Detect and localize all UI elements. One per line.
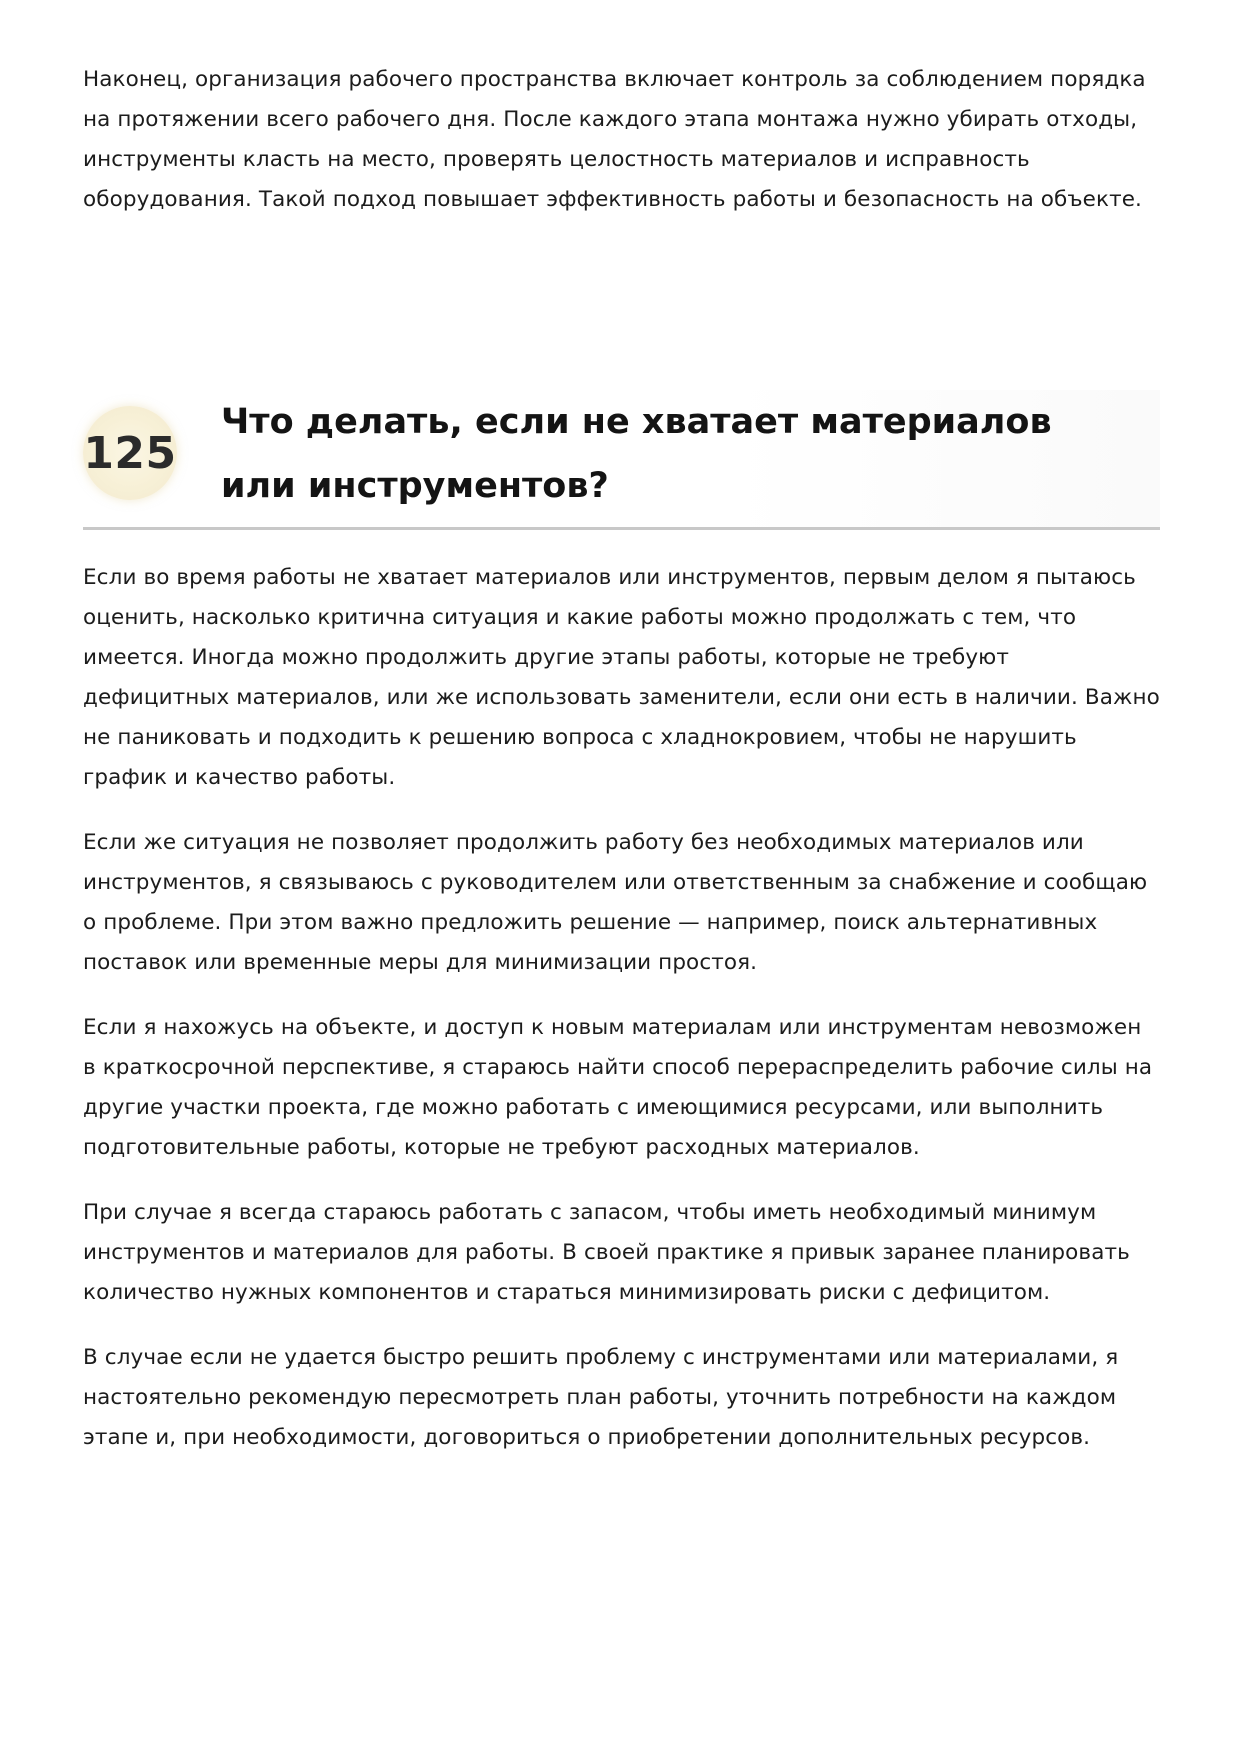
answer-paragraph: Если же ситуация не позволяет продолжить работу без необходимых материалов или инструментов, я связываюсь с руководителем или ответственным за снабжение и сообщаю о проблеме. При этом важно предложить решение — например, поиск альтернативных поставок или временные меры для минимизации простоя. [83, 830, 1148, 975]
answer-paragraph: Если во время работы не хватает материалов или инструментов, первым делом я пытаюсь оценить, насколько критична ситуация и какие работы можно продолжать с тем, что имеется. Иногда можно продолжить другие этапы работы, которые не требуют дефицитных материалов, или же использовать заменители, если они есть в наличии. Важно не паниковать и подходить к решению вопроса с хладнокровием, чтобы не нарушить график и качество работы. [83, 565, 1160, 790]
question-number-badge: 125 [83, 406, 177, 500]
answer-body [83, 558, 1160, 1458]
answer-paragraph: Если я нахожусь на объекте, и доступ к новым материалам или инструментам невозможен в краткосрочной перспективе, я стараюсь найти способ перераспределить рабочие силы на другие участки проекта, где можно работать с имеющимися ресурсами, или выполнить подготовительные работы, которые не требуют расходных материалов. [83, 1015, 1153, 1160]
question-section [83, 390, 1160, 1483]
question-title: Что делать, если не хватает материалов или инструментов? [221, 402, 1052, 506]
answer-paragraph: В случае если не удается быстро решить проблему с инструментами или материалами, я настоятельно рекомендую пересмотреть план работы, уточнить потребности на каждом этапе и, при необходимости, договориться о приобретении дополнительных ресурсов. [83, 1345, 1119, 1450]
answer-paragraph: При случае я всегда стараюсь работать с запасом, чтобы иметь необходимый минимум инструментов и материалов для работы. В своей практике я привык заранее планировать количество нужных компонентов и стараться минимизировать риски с дефицитом. [83, 1200, 1130, 1305]
intro-paragraph: Наконец, организация рабочего пространства включает контроль за соблюдением порядка на протяжении всего рабочего дня. После каждого этапа монтажа нужно убирать отходы, инструменты класть на место, проверять целостность материалов и исправность оборудования. Такой подход повышает эффективность работы и безопасность на объекте. [83, 67, 1146, 212]
question-header [83, 390, 1160, 530]
